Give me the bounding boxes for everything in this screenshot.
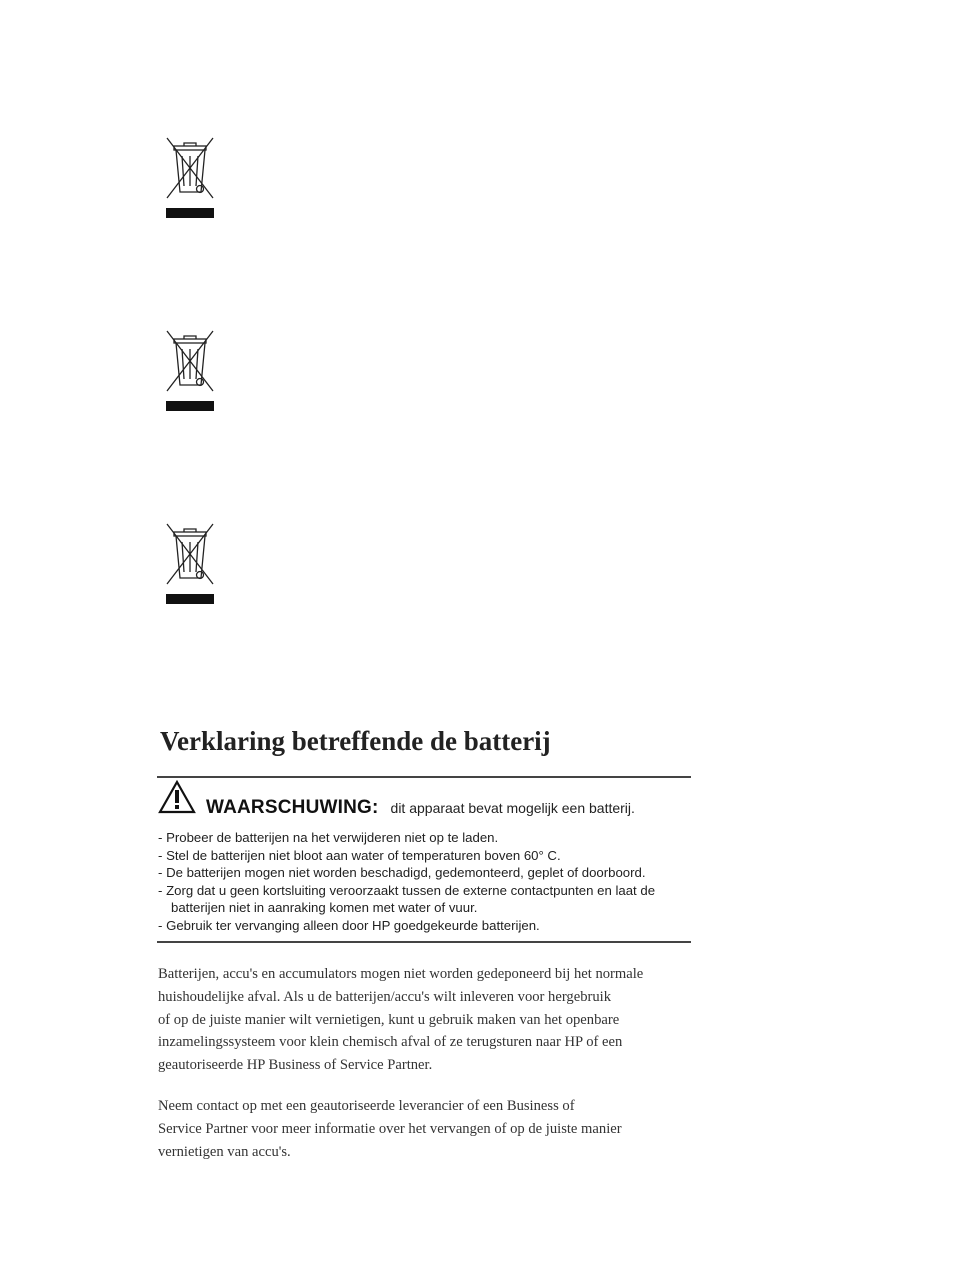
bin-underline-bar bbox=[166, 208, 214, 218]
list-item-text: Stel de batterijen niet bloot aan water of temperaturen boven 60° C. bbox=[166, 847, 561, 863]
warning-list bbox=[158, 829, 688, 935]
list-item bbox=[158, 847, 688, 865]
paragraph-line: Neem contact op met een geautoriseerde leverancier of een Business of bbox=[158, 1098, 575, 1114]
warning-text: dit apparaat bevat mogelijk een batterij. bbox=[390, 800, 635, 816]
bin-underline-bar bbox=[166, 401, 214, 411]
crossed-out-wheelie-bin-icon bbox=[164, 136, 216, 218]
paragraph-line: vernietigen van accu's. bbox=[158, 1143, 291, 1160]
paragraph-line: huishoudelijke afval. Als u de batterijen/accu's wilt inleveren voor hergebruik bbox=[158, 988, 612, 1005]
list-item bbox=[158, 917, 688, 935]
warning-top-rule bbox=[157, 776, 691, 778]
warning-label: WAARSCHUWING: bbox=[206, 797, 379, 818]
paragraph-line: geautoriseerde HP Business of Service Partner. bbox=[158, 1057, 433, 1074]
paragraph-line: Batterijen, accu's en accumulators mogen niet worden gedeponeerd bij het normale bbox=[158, 966, 644, 982]
list-item bbox=[158, 882, 688, 917]
paragraph-line: inzamelingssysteem voor klein chemisch afval of ze terugsturen naar HP of een bbox=[158, 1034, 623, 1051]
list-item bbox=[158, 829, 688, 847]
warning-bottom-rule bbox=[157, 941, 691, 943]
warning-triangle-icon bbox=[158, 780, 196, 814]
paragraph-line: of op de juiste manier wilt vernietigen, kunt u gebruik maken van het openbare bbox=[158, 1011, 620, 1028]
list-item bbox=[158, 864, 688, 882]
body-paragraph-contact bbox=[158, 1095, 718, 1163]
crossed-out-wheelie-bin-icon bbox=[164, 329, 216, 411]
list-item-text-continued: batterijen niet in aanraking komen met water of vuur. bbox=[171, 900, 478, 916]
bin-underline-bar bbox=[166, 594, 214, 604]
list-item-text: Gebruik ter vervanging alleen door HP goedgekeurde batterijen. bbox=[166, 917, 540, 933]
list-item-text: Zorg dat u geen kortsluiting veroorzaakt tussen de externe contactpunten en laat de bbox=[166, 882, 656, 898]
body-paragraph-disposal bbox=[158, 963, 718, 1077]
list-item-text: De batterijen mogen niet worden beschadigd, gedemonteerd, geplet of doorboord. bbox=[166, 865, 646, 881]
paragraph-line: Service Partner voor meer informatie over het vervangen of op de juiste manier bbox=[158, 1120, 622, 1137]
crossed-out-wheelie-bin-icon bbox=[164, 522, 216, 604]
list-item-text: Probeer de batterijen na het verwijderen niet op te laden. bbox=[166, 830, 499, 845]
warning-heading bbox=[206, 797, 635, 819]
section-title: Verklaring betreffende de batterij bbox=[160, 726, 551, 756]
